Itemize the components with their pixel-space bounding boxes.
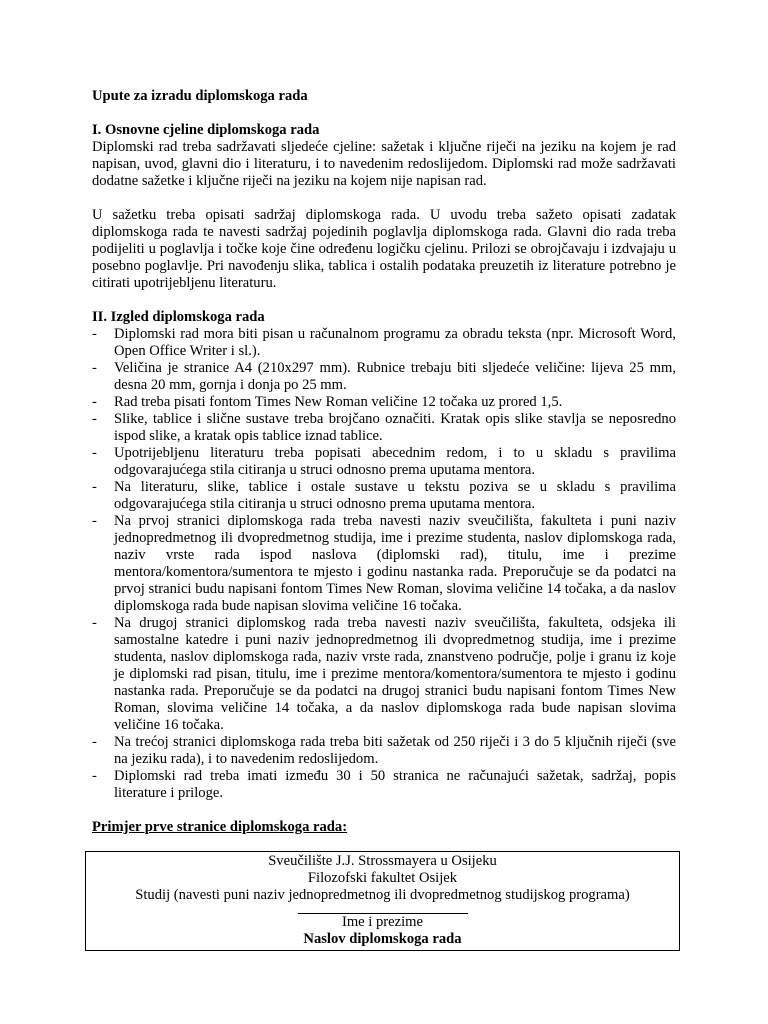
list-item (92, 768, 676, 802)
list-item (92, 615, 676, 734)
list-item (92, 513, 676, 615)
list-item (92, 360, 676, 394)
list-marker: - (92, 513, 97, 529)
section-1-paragraph-1: Diplomski rad treba sadržavati sljedeće cjeline: sažetak i ključne riječi na jeziku na kojem je rad napisan, uvod, glavni dio i literaturu, i to navedenim redoslijedom. Diplomski rad može sadržavati dodatne sažetke i ključne riječi na jeziku na kojem nije napisan rad. (92, 139, 676, 189)
list-item-text: Diplomski rad treba imati između 30 i 50 stranica ne računajući sažetak, sadržaj, popis literature i priloge. (114, 768, 676, 801)
list-item-text: Na drugoj stranici diplomskog rada treba navesti naziv sveučilišta, fakulteta, odsjeka ili samostalne katedre i puni naziv jednopredmetnog ili dvopredmetnog studija, ime i prezime studenta, naslov diplomskoga rada, naziv vrste rada, znanstveno područje, polje i granu iz koje je diplomski rad pisan, titulu, ime i prezime mentora/komentora/sumentora te mjesto i godinu nastanka rada. Preporučuje se da podatci na drugoj stranici budu napisani fontom Times New Roman, slovima veličine 14 točaka, a da naslov diplomskoga rada bude napisan slovima veličine 16 točaka. (114, 615, 676, 733)
document-title: Upute za izradu diplomskoga rada (92, 88, 308, 104)
list-marker: - (92, 411, 97, 427)
list-marker: - (92, 734, 97, 750)
list-item (92, 326, 676, 360)
list-item (92, 445, 676, 479)
list-marker: - (92, 445, 97, 461)
example-first-page-box (85, 851, 680, 951)
example-study: Studij (navesti puni naziv jednopredmetnog ili dvopredmetnog studijskog programa) (135, 886, 630, 903)
section-1-heading: I. Osnovne cjeline diplomskoga rada (92, 122, 320, 138)
example-name: Ime i prezime (341, 913, 424, 930)
list-marker: - (92, 768, 97, 784)
list-item-text: Slike, tablice i slične sustave treba brojčano označiti. Kratak opis slike stavlja se neposredno ispod slike, a kratak opis tablice iznad tablice. (114, 411, 676, 444)
example-thesis-title: Naslov diplomskoga rada (303, 930, 462, 947)
list-item-text: Na prvoj stranici diplomskoga rada treba navesti naziv sveučilišta, fakulteta i puni naziv jednopredmetnog ili dvopredmetnog studija, ime i prezime studenta, naslov diplomskoga rada, naziv vrste rada ispod naslova (diplomski rad), titulu, ime i prezime mentora/komentora/sumentora te mjesto i godinu nastanka rada. Preporučuje se da podatci na prvoj stranici budu napisani fontom Times New Roman, slovima veličine 14 točaka, a da naslov diplomskoga rada bude napisan slovima veličine 16 točaka. (114, 513, 676, 614)
section-1-paragraph-2: U sažetku treba opisati sadržaj diplomskoga rada. U uvodu treba sažeto opisati zadatak diplomskoga rada te navesti sadržaj pojedinih poglavlja diplomskoga rada. Glavni dio rada treba podijeliti u poglavlja i točke koje čine određenu logičku cjelinu. Prilozi se obrojčavaju i izdvajaju u posebno poglavlje. Pri navođenju slika, tablica i ostalih podataka preuzetih iz literature potrebno je citirati upotrijebljenu literaturu. (92, 207, 676, 291)
list-item-text: Veličina je stranice A4 (210x297 mm). Rubnice trebaju biti sljedeće veličine: lijeva 25 mm, desna 20 mm, gornja i donja po 25 mm. (114, 360, 676, 393)
list-item (92, 394, 676, 411)
list-item-text: Na literaturu, slike, tablice i ostale sustave u tekstu poziva se u skladu s pravilima odgovarajućega stila citiranja u struci odnosno prema uputama mentora. (114, 479, 676, 512)
list-item-text: Upotrijebljenu literaturu treba popisati abecednim redom, i to u skladu s pravilima odgovarajućega stila citiranja u struci odnosno prema uputama mentora. (114, 445, 676, 478)
example-university: Sveučilište J.J. Strossmayera u Osijeku (268, 852, 497, 869)
list-item (92, 734, 676, 768)
list-item (92, 411, 676, 445)
list-item-text: Na trećoj stranici diplomskoga rada treba biti sažetak od 250 riječi i 3 do 5 ključnih riječi (sve na jeziku rada), i to navedenim redoslijedom. (114, 734, 676, 767)
list-marker: - (92, 479, 97, 495)
example-faculty: Filozofski fakultet Osijek (307, 869, 458, 886)
list-item-text: Diplomski rad mora biti pisan u računalnom programu za obradu teksta (npr. Microsoft Word, Open Office Writer i sl.). (114, 326, 676, 359)
list-item (92, 479, 676, 513)
list-marker: - (92, 360, 97, 376)
section-2-list (92, 326, 676, 802)
list-item-text: Rad treba pisati fontom Times New Roman veličine 12 točaka uz prored 1,5. (114, 394, 563, 410)
list-marker: - (92, 615, 97, 631)
example-heading: Primjer prve stranice diplomskoga rada: (92, 819, 348, 835)
section-2-heading: II. Izgled diplomskoga rada (92, 309, 265, 325)
list-marker: - (92, 394, 97, 410)
document-page (92, 88, 676, 951)
list-marker: - (92, 326, 97, 342)
